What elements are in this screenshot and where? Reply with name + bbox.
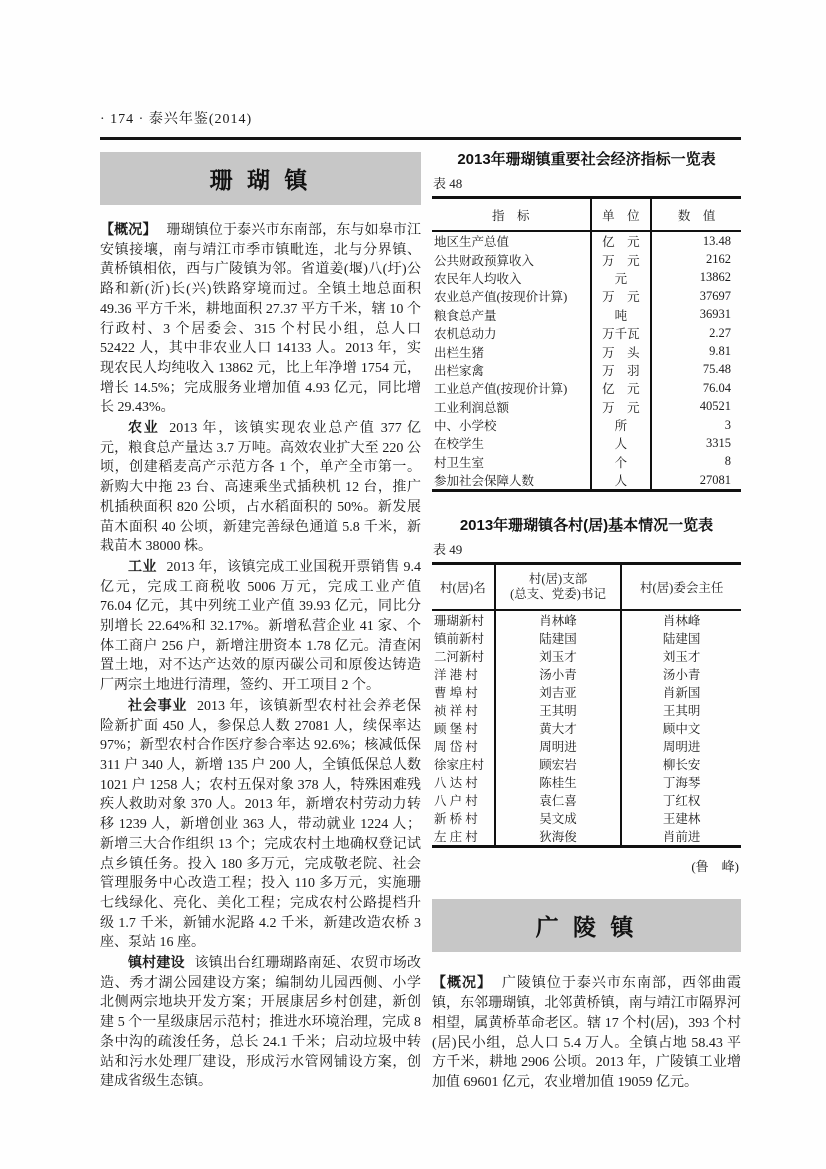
indicator-row [432,416,741,434]
village-row [432,701,741,719]
village-row [432,665,741,683]
page-number-and-book-title: · 174 · 泰兴年鉴(2014) [100,112,253,127]
village-director: 王其明 [662,704,701,719]
indicator-name: 中、小学校 [434,419,497,434]
village-director: 丁红权 [662,794,701,809]
village-name: 顾 堡 村 [434,722,478,737]
village-director: 顾中文 [662,722,701,737]
village-director: 刘玉才 [662,650,701,665]
paragraph-label: 工业 [128,557,157,574]
village-secretary: 肖林峰 [495,610,622,629]
indicator-value: 13862 [699,270,731,285]
village-row [432,755,741,773]
villages-table-body [432,610,741,847]
paragraph-agriculture [100,418,421,557]
indicators-table [432,196,741,492]
indicator-row [432,231,741,250]
village-name: 八 户 村 [434,794,478,809]
indicator-row [432,269,741,287]
indicator-row [432,342,741,360]
indicator-unit: 所 [591,416,652,434]
indicator-row [432,287,741,305]
village-secretary: 刘吉亚 [495,683,622,701]
paragraph-text: 2013 年，该镇实现农业总产值 377 亿元，粮食总产量达 3.7 万吨。高效农业扩大至 220 公顷，创建稻麦高产示范方各 1 个，单产全市第一。新购大中拖 23 台、高速乘坐式插秧机 12 台，推广机插秧面积 820 公顷，占水稻面积的 50%。新发展苗木面积 40 公顷，新建完善绿色通道 5.8 千米，新栽苗木 38000 株。 [100,421,422,555]
column-value: 数 值 [651,198,741,232]
village-secretary: 吴文成 [495,809,622,827]
indicator-row [432,471,741,491]
village-row [432,683,741,701]
village-name: 二河新村 [434,650,485,665]
indicators-table-header [432,198,741,232]
paragraph-label: 【概况】 [432,974,493,991]
paragraph-label: 【概况】 [100,221,157,237]
village-secretary: 袁仁喜 [495,791,622,809]
guangling-article [432,973,741,1092]
indicator-value: 75.48 [702,362,731,377]
village-name: 左 庄 村 [434,830,478,845]
paragraph-overview-guangling [432,973,741,1092]
header-row [432,198,741,232]
village-secretary: 顾宏岩 [495,755,622,773]
village-secretary: 陆建国 [495,629,622,647]
village-secretary: 汤小青 [495,665,622,683]
paragraph-text: 广陵镇位于泰兴市东南部，西邻曲霞镇，东邻珊瑚镇，北邻黄桥镇，南与靖江市隔界河相望，属黄桥革命老区。辖 17 个村(居)，393 个村(居)民小组，总人口 5.4 万人。全镇占地 58.43 平方千米，耕地 2906 公顷。2013 年，广陵镇工业增加值 69601 亿元，农业增加值 19059 亿元。 [432,976,742,1090]
villages-section [432,516,741,875]
table48-title: 2013年珊瑚镇重要社会经济指标一览表 [457,151,716,168]
village-name: 祯 祥 村 [434,704,478,719]
village-row [432,737,741,755]
village-name: 珊瑚新村 [434,614,485,629]
villages-table [432,562,741,848]
paragraph-text: 珊瑚镇位于泰兴市东南部，东与如皋市江安镇接壤，南与靖江市季市镇毗连，北与分界镇、黄桥镇相依，西与广陵镇为邻。省道姜(堰)八(圩)公路和新(沂)长(兴)铁路穿境而过。全镇土地总面积 49.36 平方千米，耕地面积 27.37 平方千米，辖 10 个行政村、3 个居委会、315 个村民小组，总人口 52422 人，其中非农业人口 14133 人。2013 年，实现农民人均纯收入 13862 元，比上年净增 1754 元，增长 14.5%；完成服务业增加值 4.93 亿元，同比增长 29.43%。 [100,223,422,416]
author-attribution: (鲁 峰) [691,859,739,875]
indicator-unit: 人 [591,434,652,452]
column-indicator: 指 标 [432,198,591,232]
paragraph-text: 该镇出台红珊瑚路南延、农贸市场改造、秀才湖公园建设方案；编制幼儿园西侧、小学北侧两宗地块开发方案；开展康居乡村创建，新创建 5 个一星级康居示范村；推进水环境治理，完成 8 条中沟的疏浚任务，总长 24.1 千米；启动垃圾中转站和污水处理厂建设，形成污水管网铺设方案，创建成省级生态镇。 [100,956,422,1090]
town-banner-shanhu [100,152,421,205]
indicator-row [432,250,741,268]
indicator-unit: 万 头 [591,342,652,360]
village-row [432,809,741,827]
village-secretary: 王其明 [495,701,622,719]
left-column [100,152,421,1092]
indicator-value: 9.81 [709,344,731,359]
indicator-unit: 万 元 [591,398,652,416]
shanhu-article [100,220,421,1092]
paragraph-town-construction [100,953,421,1092]
column-unit: 单 位 [591,198,652,232]
paragraph-industry [100,557,421,696]
village-row [432,827,741,847]
paragraph-label: 镇村建设 [128,954,185,971]
village-director: 丁海琴 [662,776,701,791]
village-name: 洋 港 村 [434,668,478,683]
paragraph-overview [100,220,421,418]
indicator-value: 36931 [699,307,731,322]
indicator-name: 公共财政预算收入 [434,253,535,268]
paragraph-social-affairs [100,696,421,953]
indicator-name: 出栏家禽 [434,363,485,378]
indicator-name: 地区生产总值 [434,235,510,250]
indicator-name: 工业总产值(按现价计算) [434,382,568,397]
indicator-row [432,398,741,416]
village-row [432,647,741,665]
village-director: 王建林 [662,812,701,827]
indicator-name: 参加社会保障人数 [434,474,535,489]
village-director: 周明进 [662,740,701,755]
indicator-row [432,434,741,452]
indicator-row [432,324,741,342]
village-name: 曹 埠 村 [434,686,478,701]
town-banner-shanhu-title: 珊 瑚 镇 [209,167,312,193]
indicator-value: 2162 [706,252,731,267]
indicator-row [432,306,741,324]
indicator-value: 40521 [699,399,731,414]
indicator-unit: 吨 [591,306,652,324]
village-row [432,719,741,737]
table48-number-label: 表 48 [433,176,463,191]
village-director: 汤小青 [662,668,701,683]
indicator-name: 在校学生 [434,437,485,452]
table49-number-label: 表 49 [433,542,463,558]
right-column [432,150,741,1093]
column-committee-director: 村(居)委会主任 [621,564,741,611]
indicator-value: 13.48 [702,233,731,248]
indicator-name: 农机总动力 [434,327,497,342]
village-secretary: 刘玉才 [495,647,622,665]
indicator-value: 76.04 [702,380,731,395]
indicator-unit: 元 [591,269,652,287]
indicator-name: 农业总产值(按现价计算) [434,290,568,305]
indicator-value: 37697 [699,288,731,303]
indicator-unit: 万 羽 [591,361,652,379]
village-secretary: 狄海俊 [495,827,622,847]
village-row [432,610,741,629]
indicator-name: 粮食总产量 [434,308,497,323]
indicator-value: 2.27 [709,325,731,340]
village-director: 肖新国 [662,686,701,701]
indicator-row [432,453,741,471]
village-name: 新 桥 村 [434,812,478,827]
header-row [432,564,741,611]
indicator-unit: 亿 元 [591,231,652,250]
paragraph-label: 农业 [128,419,160,436]
indicator-name: 工业利润总额 [434,400,510,415]
village-secretary: 周明进 [495,737,622,755]
villages-table-header [432,564,741,611]
village-name: 徐家庄村 [434,758,485,773]
indicators-section [432,150,741,492]
indicator-unit: 人 [591,471,652,491]
indicator-unit: 万 元 [591,287,652,305]
indicator-value: 3315 [706,435,731,450]
column-party-secretary-line2: (总支、党委)书记 [510,587,606,602]
village-director: 陆建国 [662,632,701,647]
page-header [100,110,741,140]
village-row [432,629,741,647]
village-director: 柳长安 [662,758,701,773]
indicator-row [432,379,741,397]
village-name: 镇前新村 [434,632,485,647]
column-village-name: 村(居)名 [432,564,495,611]
indicator-unit: 个 [591,453,652,471]
paragraph-text: 2013 年，该镇完成工业国税开票销售 9.4 亿元，完成工商税收 5006 万元，完成工业产值 76.04 亿元，其中列统工业产值 39.93 亿元，同比分别增长 22.64%和 32.17%。新增私营企业 41 家、个体工商户 256 户，新增注册资本 1.78 亿元。清查闲置土地，对不达产达效的原丙碳公司和原俊达铸造厂两宗土地进行清理，签约、开工项目 2 个。 [100,559,422,694]
indicators-table-body [432,231,741,491]
village-name: 八 达 村 [434,776,478,791]
village-secretary: 黄大才 [495,719,622,737]
indicator-unit: 万千瓦 [591,324,652,342]
village-director: 肖前进 [662,830,701,845]
indicator-unit: 万 元 [591,250,652,268]
village-secretary: 陈桂生 [495,773,622,791]
village-director: 肖林峰 [662,614,701,629]
village-name: 周 岱 村 [434,740,478,755]
indicator-unit: 亿 元 [591,379,652,397]
town-banner-guangling-title: 广 陵 镇 [535,914,638,941]
village-row [432,773,741,791]
town-banner-guangling [432,899,741,952]
table49-title: 2013年珊瑚镇各村(居)基本情况一览表 [459,517,714,535]
indicator-row [432,361,741,379]
indicator-value: 8 [724,454,731,469]
indicator-name: 出栏生猪 [434,345,485,360]
indicator-value: 27081 [699,472,731,487]
column-party-secretary [495,564,622,611]
paragraph-text: 2013 年，该镇新型农村社会养老保险新扩面 450 人，参保总人数 27081 人，续保率达 97%；新型农村合作医疗参合率达 92.6%；核减低保 311 户 340 人，新增 135 户 200 人，全镇低保总人数 1021 户 1258 人；农村五保对象 378 人，特殊困难残疾人救助对象 370 人。2013 年，新增农村劳动力转移 1239 人，新增创业 363 人，带动就业 1224 人；新增三大合作组织 13 个；完成农村土地确权登记试点乡镇任务。投入 180 多万元，完成敬老院、社会管理服务中心改造工程；投入 110 多万元，实施珊七线绿化、亮化、美化工程；完成农村公路提档升级 1.7 千米，新铺水泥路 4.2 千米，新建改造农桥 3 座、泵站 16 座。 [100,698,422,951]
indicator-name: 村卫生室 [434,455,485,470]
indicator-name: 农民年人均收入 [434,271,522,286]
paragraph-label: 社会事业 [128,696,188,713]
village-row [432,791,741,809]
column-party-secretary-line1: 村(居)支部 [528,572,588,587]
indicator-value: 3 [724,417,731,432]
